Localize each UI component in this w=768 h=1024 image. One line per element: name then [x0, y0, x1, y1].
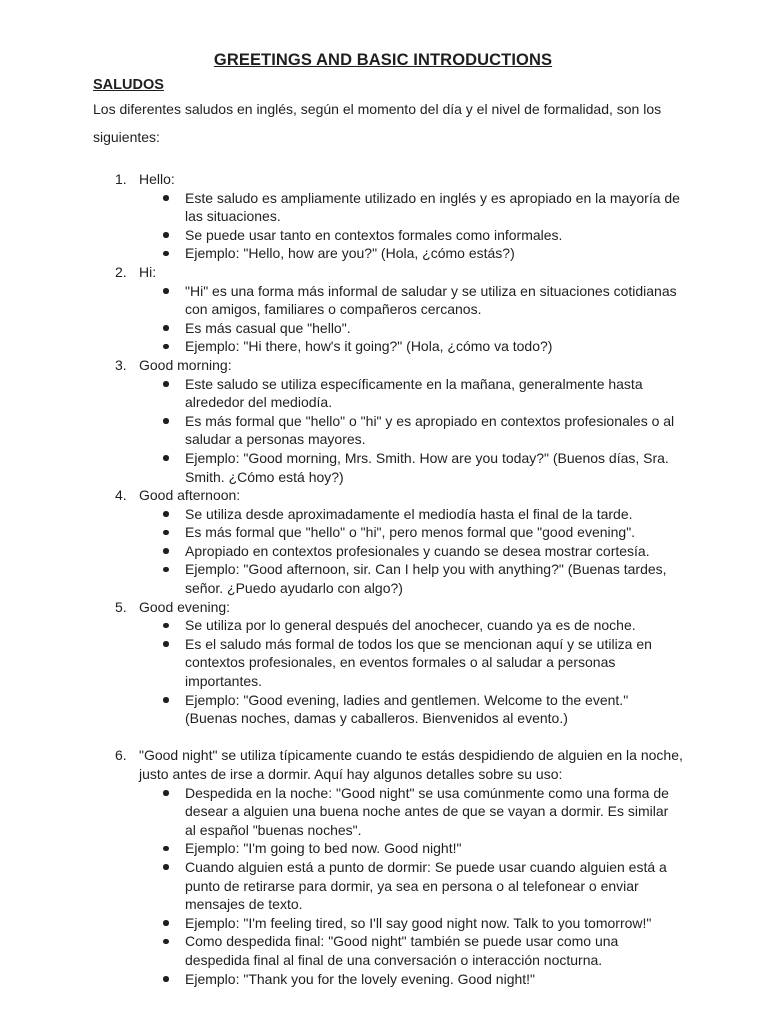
item-number: 1.	[115, 171, 127, 187]
bullet-item: Ejemplo: "I'm feeling tired, so I'll say good night now. Talk to you tomorrow!"	[139, 914, 683, 933]
bullet-item: Como despedida final: "Good night" también se puede usar como una despedida final al final de una conversación o interacción nocturna.	[139, 932, 683, 969]
bullet-list	[139, 784, 683, 989]
list-item	[93, 263, 683, 356]
bullet-item: Ejemplo: "Hi there, how's it going?" (Hola, ¿cómo va todo?)	[139, 337, 683, 356]
intro-paragraph: Los diferentes saludos en inglés, según el momento del día y el nivel de formalidad, son los siguientes:	[93, 101, 662, 145]
bullet-list	[139, 616, 683, 728]
bullet-item: Cuando alguien está a punto de dormir: Se puede usar cuando alguien está a punto de retirarse para dormir, ya sea en persona o al telefonear o enviar mensajes de texto.	[139, 858, 683, 914]
bullet-item: Se utiliza desde aproximadamente el mediodía hasta el final de la tarde.	[139, 505, 683, 524]
bullet-list	[139, 189, 683, 263]
bullet-list	[139, 375, 683, 487]
bullet-item: Es el saludo más formal de todos los que se mencionan aquí y se utiliza en contextos profesionales, en eventos formales o al saludar a personas importantes.	[139, 635, 683, 691]
document-title: GREETINGS AND BASIC INTRODUCTIONS	[213, 51, 553, 69]
bullet-item: Despedida en la noche: "Good night" se usa comúnmente como una forma de desear a alguien una buena noche antes de que se vayan a dormir. Es similar al español "buenas noches".	[139, 784, 683, 840]
bullet-item: Este saludo se utiliza específicamente en la mañana, generalmente hasta alrededor del mediodía.	[139, 375, 683, 412]
list-item	[93, 746, 683, 988]
greetings-list	[93, 170, 683, 988]
item-label: Hello:	[139, 171, 175, 187]
item-label: Good afternoon:	[139, 487, 241, 504]
bullet-item: Este saludo es ampliamente utilizado en inglés y es apropiado en la mayoría de las situaciones.	[139, 189, 683, 226]
bullet-item: Apropiado en contextos profesionales y cuando se desea mostrar cortesía.	[139, 542, 683, 561]
list-item	[93, 598, 683, 728]
item-label: Good evening:	[139, 598, 231, 615]
bullet-item: Ejemplo: "Good evening, ladies and gentlemen. Welcome to the event." (Buenas noches, damas y caballeros. Bienvenidos al evento.)	[139, 691, 683, 728]
list-item	[93, 170, 683, 263]
item-label: "Good night" se utiliza típicamente cuando te estás despidiendo de alguien en la noche, justo antes de irse a dormir. Aquí hay algunos detalles sobre su uso:	[139, 747, 683, 782]
item-number: 2.	[115, 263, 127, 280]
bullet-item: Ejemplo: "Good morning, Mrs. Smith. How are you today?" (Buenos días, Sra. Smith. ¿Cómo está hoy?)	[139, 449, 683, 486]
item-label: Hi:	[139, 263, 157, 280]
section-heading: SALUDOS	[93, 77, 164, 93]
bullet-item: Es más formal que "hello" o "hi" y es apropiado en contextos profesionales o al saludar a personas mayores.	[139, 412, 683, 449]
item-number: 4.	[115, 487, 127, 504]
item-number: 5.	[115, 598, 127, 615]
bullet-item: Se puede usar tanto en contextos formales como informales.	[139, 226, 683, 245]
bullet-item: Ejemplo: "I'm going to bed now. Good night!"	[139, 839, 683, 858]
bullet-item: Ejemplo: "Thank you for the lovely evening. Good night!"	[139, 970, 683, 989]
item-label: Good morning:	[139, 356, 232, 373]
bullet-item: Es más formal que "hello" o "hi", pero menos formal que "good evening".	[139, 523, 683, 542]
bullet-item: "Hi" es una forma más informal de saludar y se utiliza en situaciones cotidianas con amigos, familiares o compañeros cercanos.	[139, 282, 683, 319]
bullet-item: Es más casual que "hello".	[139, 319, 683, 338]
item-number: 6.	[115, 747, 127, 764]
bullet-item: Se utiliza por lo general después del anochecer, cuando ya es de noche.	[139, 616, 683, 635]
bullet-list	[139, 505, 683, 598]
bullet-item: Ejemplo: "Good afternoon, sir. Can I help you with anything?" (Buenas tardes, señor. ¿Puedo ayudarlo con algo?)	[139, 560, 683, 597]
list-item	[93, 356, 683, 486]
bullet-list	[139, 282, 683, 356]
bullet-item: Ejemplo: "Hello, how are you?" (Hola, ¿cómo estás?)	[139, 244, 683, 263]
item-number: 3.	[115, 356, 127, 373]
list-item	[93, 486, 683, 598]
